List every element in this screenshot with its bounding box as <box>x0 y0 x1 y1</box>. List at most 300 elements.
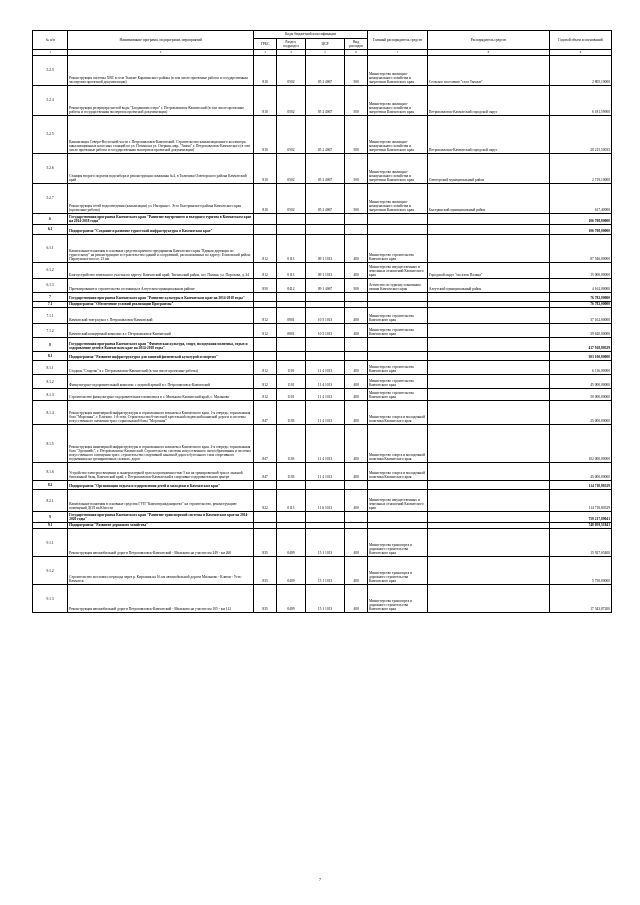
row-grbs: 810 <box>254 115 277 153</box>
index-cell: 4 <box>276 49 305 55</box>
row-main-manager <box>367 338 427 352</box>
row-main-manager: Министерство транспорта и дорожного строительства Камчатского края <box>367 557 427 585</box>
row-name: Стадион "Спартак" в г. Петропавловск-Камчатский (в том числе проектные работы) <box>68 361 254 375</box>
row-grbs <box>254 292 277 301</box>
table-row <box>33 585 612 613</box>
row-amount: 5 750,00000 <box>549 557 611 585</box>
table-row <box>33 324 612 338</box>
row-amount: 37 162,00000 <box>549 308 611 324</box>
row-recipient <box>427 308 549 324</box>
row-csr: 05 2 4067 <box>305 153 344 183</box>
row-vr: 400 <box>345 463 368 481</box>
row-rzpr: 0502 <box>276 153 305 183</box>
table-row <box>33 278 612 292</box>
row-amount: 748 059,51841 <box>549 522 611 528</box>
row-csr: 05 2 4067 <box>305 183 344 213</box>
table-body <box>33 55 612 612</box>
index-cell: 5 <box>305 49 344 55</box>
row-number: 8.1.6 <box>33 463 68 481</box>
header-vr: Вид расходов <box>345 39 368 50</box>
row-number: 7.1.2 <box>33 324 68 338</box>
row-rzpr: 0409 <box>276 529 305 557</box>
row-number: 9.1.1 <box>33 529 68 557</box>
row-recipient <box>427 401 549 425</box>
row-recipient <box>427 512 549 523</box>
row-main-manager: Министерство жилищно-коммунального хозяйства и энергетики Камчатского края <box>367 85 427 115</box>
row-recipient <box>427 361 549 375</box>
row-main-manager: Министерство жилищно-коммунального хозяйства и энергетики Камчатского края <box>367 183 427 213</box>
row-vr: 400 <box>345 425 368 463</box>
row-number: 7.1 <box>33 301 68 307</box>
row-number: 8.1.3 <box>33 389 68 401</box>
row-name: Камчатский театр кукол г. Петропавловск-Камчатский <box>68 308 254 324</box>
row-name: Канализация Северо-Восточной части г. Петропавловск-Камчатский. Строительство канализационного коллектора, канализационных насосных станций по ул. Потина на ул. Озерная, мкр. "Авача" г. Петропавловск-Камчатского (в том числе проектные работы и государственная экспертиза проектной документации) <box>68 115 254 153</box>
row-rzpr <box>276 512 305 523</box>
row-main-manager: Министерство транспорта и дорожного строительства Камчатского края <box>367 585 427 613</box>
row-main-manager: Министерство имущественных и земельных отношений Камчатского края <box>367 490 427 512</box>
row-amount: 15 927,65400 <box>549 529 611 557</box>
row-grbs: 812 <box>254 262 277 278</box>
row-grbs: 810 <box>254 183 277 213</box>
row-amount: 114 718,80529 <box>549 490 611 512</box>
row-vr: 400 <box>345 401 368 425</box>
table-row <box>33 425 612 463</box>
row-name: Подпрограмма "Организация отдыха и оздоровления детей и молодежи в Камчатском крае" <box>68 481 254 490</box>
row-vr: 400 <box>345 324 368 338</box>
row-rzpr: 1103 <box>276 401 305 425</box>
row-number: 6.1.2 <box>33 262 68 278</box>
row-amount: 6 181,59900 <box>549 85 611 115</box>
index-cell: 8 <box>427 49 549 55</box>
row-main-manager: Агентство по туризму и внешним связям Камчатского края <box>367 278 427 292</box>
row-number: 8.2 <box>33 481 68 490</box>
table-row <box>33 557 612 585</box>
row-main-manager: Министерство строительства Камчатского края <box>367 361 427 375</box>
table-row <box>33 115 612 153</box>
row-rzpr: 0113 <box>276 234 305 262</box>
table-row <box>33 389 612 401</box>
row-csr: 09 1 1013 <box>305 234 344 262</box>
row-name: Физкультурно-оздоровительный комплекс с ледовой ареной в г. Петропавловск-Камчатский <box>68 375 254 389</box>
row-amount: 2 805,10000 <box>549 55 611 85</box>
row-name: Строительство мостового перехода через р. Кирганик на 16 км автомобильной дороги Мильково - Ключи - Усть-Камчатск <box>68 557 254 585</box>
row-amount: 76 782,00000 <box>549 292 611 301</box>
row-number: 8.1.2 <box>33 375 68 389</box>
row-amount: 50 000,00000 <box>549 389 611 401</box>
row-vr: 400 <box>345 308 368 324</box>
row-name: Реконструкция сетей водоотведения (канализации) ул. Нагорная с. Эссо Быстринского района Камчатского края (проектные работы) <box>68 183 254 213</box>
row-main-manager: Министерство спорта и молодежной политики Камчатского края <box>367 401 427 425</box>
row-amount: 76 782,00000 <box>549 301 611 307</box>
row-number: 8.1 <box>33 352 68 361</box>
row-csr: 10 5 1013 <box>305 324 344 338</box>
page-number: 7 <box>319 877 321 882</box>
row-rzpr <box>276 352 305 361</box>
row-csr: 09 1 4067 <box>305 278 344 292</box>
row-name: Станция второго подъема водозабора и реконструкция скважины №4, в Тиличики Олюторского района Камчатский край <box>68 153 254 183</box>
table-row <box>33 401 612 425</box>
row-rzpr: 0502 <box>276 115 305 153</box>
row-csr: 15 1 1013 <box>305 557 344 585</box>
row-amount: 303 100,00000 <box>549 352 611 361</box>
row-csr <box>305 224 344 234</box>
row-csr: 11 4 1013 <box>305 389 344 401</box>
header-name: Наименование программ, подпрограмм, мероприятий <box>68 31 254 50</box>
row-main-manager: Министерство строительства Камчатского края <box>367 308 427 324</box>
row-recipient: Олюторский муниципальный район <box>427 153 549 183</box>
table-row <box>33 463 612 481</box>
row-csr <box>305 338 344 352</box>
appropriations-table <box>32 30 612 613</box>
row-vr: 400 <box>345 375 368 389</box>
row-main-manager: Министерство жилищно-коммунального хозяйства и энергетики Камчатского края <box>367 55 427 85</box>
row-vr <box>345 352 368 361</box>
row-amount: 4 162,00000 <box>549 278 611 292</box>
row-vr: 400 <box>345 585 368 613</box>
row-csr <box>305 292 344 301</box>
row-amount: 25 000,00000 <box>549 401 611 425</box>
row-vr: 400 <box>345 490 368 512</box>
row-number: 7.1.1 <box>33 308 68 324</box>
row-csr: 11 4 1013 <box>305 401 344 425</box>
row-rzpr: 0502 <box>276 85 305 115</box>
row-number: 7 <box>33 292 68 301</box>
row-grbs: 812 <box>254 234 277 262</box>
row-csr <box>305 213 344 224</box>
row-csr: 11 4 1013 <box>305 375 344 389</box>
row-amount: 102 000,00000 <box>549 425 611 463</box>
index-cell: 3 <box>254 49 277 55</box>
row-recipient: Быстринский муниципальный район <box>427 183 549 213</box>
row-number: 5.2.4 <box>33 85 68 115</box>
row-main-manager <box>367 512 427 523</box>
row-name: Реконструкция системы ХВС в селе Тымлат Карагинского района (в том числе проектные работы и государственная экспертиза проектной документации) <box>68 55 254 85</box>
row-recipient <box>427 389 549 401</box>
row-grbs: 812 <box>254 324 277 338</box>
table-row <box>33 375 612 389</box>
row-grbs <box>254 338 277 352</box>
row-grbs: 847 <box>254 425 277 463</box>
header-grbs: ГРБС <box>254 39 277 50</box>
row-number: 6.1.3 <box>33 278 68 292</box>
row-grbs: 822 <box>254 490 277 512</box>
row-grbs: 812 <box>254 308 277 324</box>
row-vr: 500 <box>345 278 368 292</box>
row-recipient <box>427 490 549 512</box>
row-csr: 11 4 1013 <box>305 361 344 375</box>
row-grbs: 810 <box>254 153 277 183</box>
row-csr: 11 4 1013 <box>305 425 344 463</box>
row-recipient: Алеутский муниципальный район <box>427 278 549 292</box>
header-amount: Годовой объем ассигнований <box>549 31 611 50</box>
row-csr: 11 4 1013 <box>305 463 344 481</box>
row-csr: 05 2 4067 <box>305 85 344 115</box>
row-recipient <box>427 375 549 389</box>
row-number: 8.1.5 <box>33 425 68 463</box>
row-recipient: Сельское поселение "село Тымлат" <box>427 55 549 85</box>
row-amount: 6 116,00000 <box>549 361 611 375</box>
row-main-manager: Министерство жилищно-коммунального хозяйства и энергетики Камчатского края <box>367 115 427 153</box>
header-main-manager: Главный распорядитель средств <box>367 31 427 50</box>
header-num: № п/п <box>33 31 68 50</box>
row-grbs: 812 <box>254 375 277 389</box>
header-rzpr: Раздел, подраздел <box>276 39 305 50</box>
row-vr <box>345 338 368 352</box>
row-recipient <box>427 338 549 352</box>
index-cell: 9 <box>549 49 611 55</box>
row-csr: 11 6 1013 <box>305 490 344 512</box>
row-number: 6 <box>33 213 68 224</box>
row-number: 8.2.1 <box>33 490 68 512</box>
table-row <box>33 183 612 213</box>
row-name: Проектирование и строительство гостиницы в Алеутском муниципальном районе <box>68 278 254 292</box>
row-number: 9 <box>33 512 68 523</box>
row-amount: 45 000,00000 <box>549 463 611 481</box>
row-main-manager <box>367 292 427 301</box>
row-number: 9.1.2 <box>33 557 68 585</box>
row-vr <box>345 292 368 301</box>
row-vr: 400 <box>345 234 368 262</box>
row-amount: 106 708,00000 <box>549 213 611 224</box>
row-main-manager: Министерство спорта и молодежной политики Камчатского края <box>367 463 427 481</box>
row-csr: 10 5 1013 <box>305 308 344 324</box>
row-rzpr: 1103 <box>276 463 305 481</box>
row-csr <box>305 481 344 490</box>
row-amount: 39 620,00000 <box>549 324 611 338</box>
row-grbs <box>254 213 277 224</box>
row-rzpr <box>276 338 305 352</box>
row-recipient <box>427 425 549 463</box>
header-csr: ЦСР <box>305 39 344 50</box>
row-vr: 500 <box>345 153 368 183</box>
row-csr <box>305 352 344 361</box>
row-csr: 15 1 1013 <box>305 529 344 557</box>
row-grbs: 850 <box>254 278 277 292</box>
row-recipient <box>427 529 549 557</box>
index-cell: 1 <box>33 49 68 55</box>
row-recipient <box>427 292 549 301</box>
row-grbs <box>254 224 277 234</box>
row-vr <box>345 224 368 234</box>
table-row <box>33 85 612 115</box>
row-grbs <box>254 512 277 523</box>
row-recipient <box>427 213 549 224</box>
row-amount: 417 918,80529 <box>549 338 611 352</box>
row-amount: 106 708,00000 <box>549 224 611 234</box>
table-row <box>33 234 612 262</box>
row-rzpr: 0409 <box>276 585 305 613</box>
row-name: Капитальные вложения в основные средства ГУП "Камчатгражданпроект" на строительство, реконструкцию помещений ДОЛ на Юности <box>68 490 254 512</box>
row-vr: 400 <box>345 361 368 375</box>
row-amount: 750 217,80041 <box>549 512 611 523</box>
row-number: 5.2.5 <box>33 115 68 153</box>
row-name: Благоустройство земельного участка по адресу: Камчатский край, Тигильский район, пгт. Палана, ул. Поротова, д. 24 <box>68 262 254 278</box>
row-main-manager <box>367 352 427 361</box>
table-row <box>33 308 612 324</box>
row-amount: 17 343,87200 <box>549 585 611 613</box>
row-vr: 500 <box>345 85 368 115</box>
row-main-manager: Министерство транспорта и дорожного строительства Камчатского края <box>367 529 427 557</box>
row-name: Реконструкция инженерной инфраструктуры и горнолыжного комплекса Камчатского края. 2-я очередь: горнолыжная база "Эдельвейс", г. Петропавловск-Камчатский. Строительство системы искусственного снегообразования и системы искусственного освещения трасс, строительство спортивной канатной дороги бугельного типа спортивного подъемника на тренировочных склонах, дорог <box>68 425 254 463</box>
header-recipient: Распорядитель средств <box>427 31 549 50</box>
row-recipient <box>427 557 549 585</box>
row-recipient <box>427 481 549 490</box>
row-name: Государственная программа Камчатского края "Физическая культура, спорт, молодежная политика, отдых и оздоровление детей в Камчатском крае на 2014-2018 годы" <box>68 338 254 352</box>
row-rzpr: 1101 <box>276 375 305 389</box>
row-number: 8.1.4 <box>33 401 68 425</box>
row-number: 8.1.1 <box>33 361 68 375</box>
row-vr <box>345 481 368 490</box>
row-grbs: 835 <box>254 529 277 557</box>
row-rzpr: 0502 <box>276 55 305 85</box>
row-main-manager: Министерство имущественных и земельных отношений Камчатского края <box>367 262 427 278</box>
row-name: Подпрограмма "Развитие инфраструктуры для занятий физической культурой и спортом" <box>68 352 254 361</box>
row-name: Строительство физкультурно-оздоровительного комплекса в с. Мильково Камчатский край, с. Мильково <box>68 389 254 401</box>
row-grbs: 835 <box>254 585 277 613</box>
row-vr: 400 <box>345 262 368 278</box>
row-rzpr: 0502 <box>276 183 305 213</box>
table-row <box>33 153 612 183</box>
row-vr: 400 <box>345 529 368 557</box>
row-name: Реконструкция автомобильной дороги Петропавловск-Камчатский - Мильково на участке км 105 - км 112 <box>68 585 254 613</box>
row-vr: 500 <box>345 115 368 153</box>
row-recipient <box>427 324 549 338</box>
row-recipient <box>427 352 549 361</box>
row-rzpr <box>276 224 305 234</box>
row-recipient: Петропавловск-Камчатский городской округ <box>427 85 549 115</box>
row-rzpr: 0113 <box>276 262 305 278</box>
row-amount: 15 000,00000 <box>549 262 611 278</box>
row-vr: 500 <box>345 183 368 213</box>
row-main-manager: Министерство строительства Камчатского края <box>367 389 427 401</box>
document-page <box>32 30 612 613</box>
row-name: Государственная программа Камчатского края "Развитие внутреннего и въездного туризма в Камчатском крае на 2014-2018 годы" <box>68 213 254 224</box>
row-main-manager <box>367 224 427 234</box>
row-main-manager: Министерство строительства Камчатского края <box>367 324 427 338</box>
row-vr: 400 <box>345 389 368 401</box>
row-recipient <box>427 463 549 481</box>
row-rzpr: 0801 <box>276 324 305 338</box>
row-grbs: 810 <box>254 85 277 115</box>
row-number: 8 <box>33 338 68 352</box>
row-amount: 2 719,10000 <box>549 153 611 183</box>
row-number: 6.1.1 <box>33 234 68 262</box>
table-row <box>33 55 612 85</box>
row-name: Капитальные вложения в основные средства краевого предприятия Камчатского края "Единая дирекция по туристскому" на реконструкцию и строительство зданий и сооружений, расположенных по адресу: Елизовский район, Паратунское шоссе, 23 км <box>68 234 254 262</box>
row-recipient: Петропавловск-Камчатский городской округ <box>427 115 549 153</box>
row-amount: 20 215,50035 <box>549 115 611 153</box>
row-rzpr: 1103 <box>276 425 305 463</box>
table-row <box>33 338 612 352</box>
index-cell: 7 <box>367 49 427 55</box>
row-name: Реконструкция резервуара чистой воды "Богданович озеро" г. Петропавловск-Камчатский (в том числе проектные работы и государственная экспертиза проектной документации) <box>68 85 254 115</box>
row-name: Устройство электроосвещения и лыжероллерной трассы протяженностью 5 км на тренировочной трассе лыжной биатлонной базы, Камчатский край, г. Петропавловск-Камчатский в спортивно-оздоровительном центре <box>68 463 254 481</box>
row-rzpr: 1101 <box>276 361 305 375</box>
row-grbs <box>254 352 277 361</box>
table-header <box>33 31 612 56</box>
row-name: Реконструкция инженерной инфраструктуры и горнолыжного комплекса Камчатского края. 1-я очередь: горнолыжная база "Морозная", г. Елизово. 1-й этап. Строительство 6-местной кресельной подвесной канатной дороги и системы искусственного снежения трасс горнолыжной базы "Морозная" <box>68 401 254 425</box>
table-row <box>33 262 612 278</box>
table-row <box>33 512 612 523</box>
row-grbs: 812 <box>254 361 277 375</box>
row-name: Государственная программа Камчатского края "Развитие транспортной системы в Камчатском крае на 2014-2020 годы" <box>68 512 254 523</box>
table-row <box>33 213 612 224</box>
row-grbs: 835 <box>254 557 277 585</box>
row-csr <box>305 512 344 523</box>
row-rzpr: 0412 <box>276 278 305 292</box>
row-vr <box>345 213 368 224</box>
row-grbs: 847 <box>254 401 277 425</box>
row-amount: 617,40000 <box>549 183 611 213</box>
row-number: 9.1 <box>33 522 68 528</box>
table-row <box>33 292 612 301</box>
row-main-manager: Министерство строительства Камчатского края <box>367 375 427 389</box>
row-main-manager: Министерство спорта и молодежной политики Камчатского края <box>367 425 427 463</box>
row-csr: 05 2 4067 <box>305 115 344 153</box>
row-number: 9.1.3 <box>33 585 68 613</box>
row-amount: 45 000,00000 <box>549 375 611 389</box>
row-rzpr: 1101 <box>276 389 305 401</box>
row-main-manager <box>367 213 427 224</box>
row-rzpr <box>276 481 305 490</box>
table-row <box>33 352 612 361</box>
row-name: Камчатский концертный комплекс в г. Петропавловск-Камчатский <box>68 324 254 338</box>
row-number: 6.1 <box>33 224 68 234</box>
row-amount: 114 718,80529 <box>549 481 611 490</box>
row-rzpr <box>276 213 305 224</box>
row-grbs: 810 <box>254 55 277 85</box>
row-rzpr: 0409 <box>276 557 305 585</box>
row-grbs: 812 <box>254 389 277 401</box>
row-csr: 05 2 4067 <box>305 55 344 85</box>
row-grbs: 847 <box>254 463 277 481</box>
row-main-manager: Министерство строительства Камчатского края <box>367 234 427 262</box>
row-recipient <box>427 585 549 613</box>
table-row <box>33 529 612 557</box>
row-number: 5.2.3 <box>33 55 68 85</box>
index-cell: 6 <box>345 49 368 55</box>
row-rzpr <box>276 292 305 301</box>
row-csr: 09 1 1013 <box>305 262 344 278</box>
row-name: Подпрограмма "Развитие дорожного хозяйства" <box>68 522 254 528</box>
table-row <box>33 490 612 512</box>
row-vr: 400 <box>345 557 368 585</box>
table-row <box>33 224 612 234</box>
row-recipient <box>427 234 549 262</box>
row-main-manager <box>367 481 427 490</box>
row-rzpr: 0113 <box>276 490 305 512</box>
row-name: Подпрограмма "Обеспечение условий реализации Программы" <box>68 301 254 307</box>
row-recipient: Городской округ "поселок Палана" <box>427 262 549 278</box>
row-amount: 87 546,00000 <box>549 234 611 262</box>
row-grbs <box>254 481 277 490</box>
row-vr <box>345 512 368 523</box>
table-row <box>33 481 612 490</box>
row-main-manager: Министерство жилищно-коммунального хозяйства и энергетики Камчатского края <box>367 153 427 183</box>
row-name: Государственная программа Камчатского края "Развитие культуры в Камчатском крае на 2014-2018 годы" <box>68 292 254 301</box>
row-vr: 500 <box>345 55 368 85</box>
row-rzpr: 0801 <box>276 308 305 324</box>
row-name: Подпрограмма "Создание и развитие туристской инфраструктуры в Камчатском крае" <box>68 224 254 234</box>
header-codes-group: Коды бюджетной классификации <box>254 31 368 39</box>
table-row <box>33 361 612 375</box>
row-number: 5.2.7 <box>33 183 68 213</box>
row-name: Реконструкция автомобильной дороги Петропавловск-Камчатский - Мильково на участке км 249 - км 260 <box>68 529 254 557</box>
index-cell: 2 <box>68 49 254 55</box>
row-recipient <box>427 224 549 234</box>
row-csr: 15 1 1013 <box>305 585 344 613</box>
row-number: 5.2.6 <box>33 153 68 183</box>
